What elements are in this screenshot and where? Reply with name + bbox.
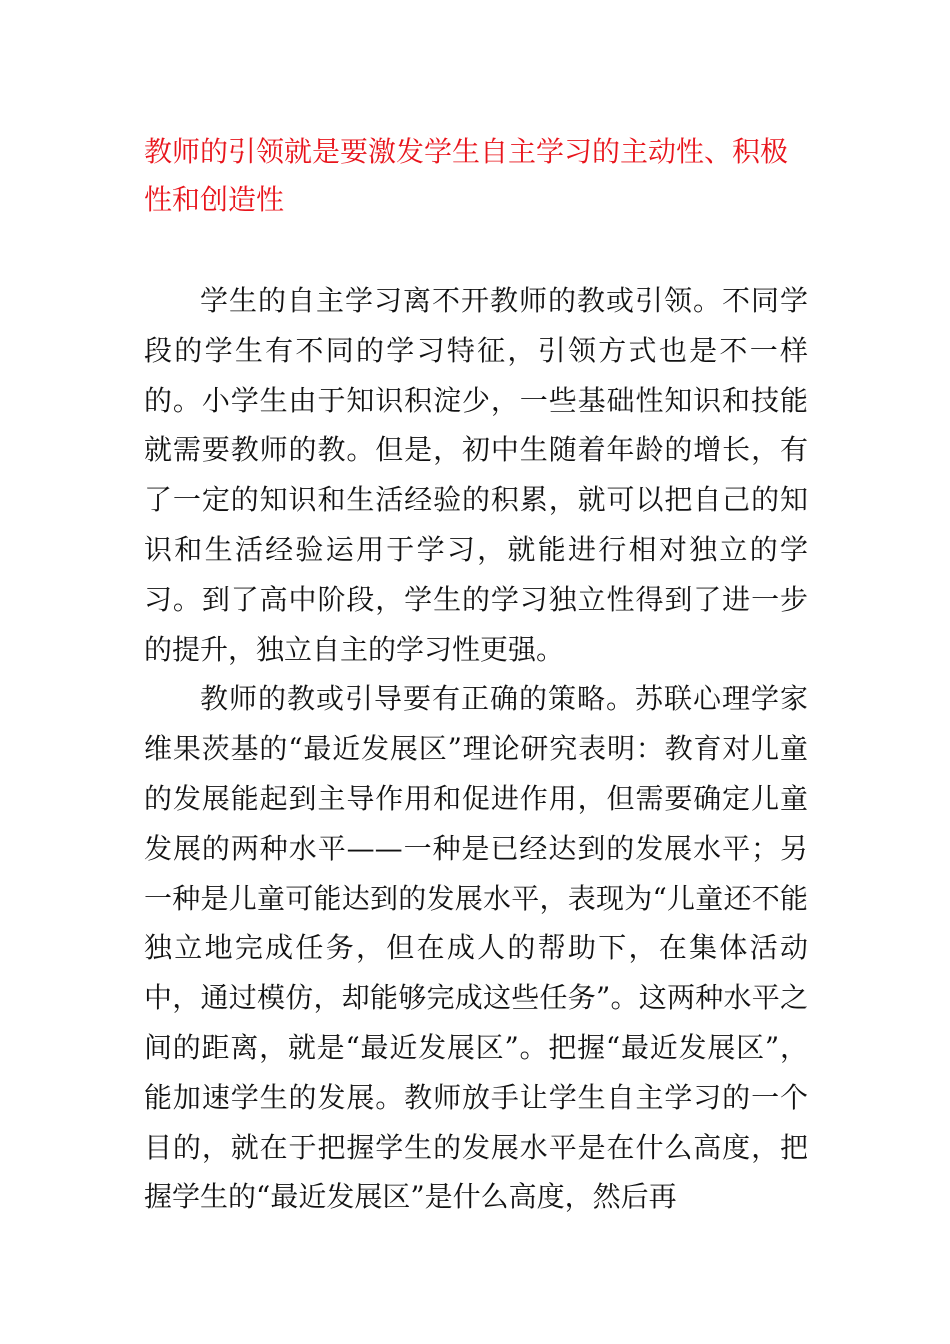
document-body — [144, 276, 808, 1222]
paragraph-1: 学生的自主学习离不开教师的教或引领。不同学段的学生有不同的学习特征，引领方式也是不一样的。小学生由于知识积淀少，一些基础性知识和技能就需要教师的教。但是，初中生随着年龄的增长，有了一定的知识和生活经验的积累，就可以把自己的知识和生活经验运用于学习，就能进行相对独立的学习。到了高中阶段，学生的学习独立性得到了进一步的提升，独立自主的学习性更强。 — [144, 284, 808, 666]
document-title: 教师的引领就是要激发学生自主学习的主动性、积极性和创造性 — [144, 135, 789, 216]
paragraph-2: 教师的教或引导要有正确的策略。苏联心理学家维果茨基的“最近发展区”理论研究表明：教育对儿童的发展能起到主导作用和促进作用，但需要确定儿童发展的两种水平——一种是已经达到的发展水平；另一种是儿童可能达到的发展水平，表现为“儿童还不能独立地完成任务，但在成人的帮助下，在集体活动中，通过模仿，却能够完成这些任务”。这两种水平之间的距离，就是“最近发展区”。把握“最近发展区”，能加速学生的发展。教师放手让学生自主学习的一个目的，就在于把握学生的发展水平是在什么高度，把握学生的“最近发展区”是什么高度，然后再 — [144, 682, 808, 1214]
